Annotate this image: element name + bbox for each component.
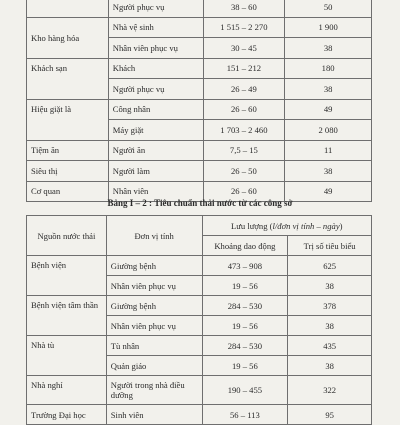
range-cell: 284 – 530 xyxy=(202,296,288,316)
typical-cell: 95 xyxy=(288,405,372,425)
unit-cell: Sinh viên xyxy=(106,405,202,425)
range-cell: 473 – 908 xyxy=(202,256,288,276)
header-flow-suffix: ) xyxy=(339,220,343,231)
table-row xyxy=(27,256,372,276)
group-cell: Tiệm ăn xyxy=(27,140,109,161)
table-row xyxy=(27,140,372,161)
unit-cell: Người phục vụ xyxy=(108,0,203,17)
range-cell: 1 515 – 2 270 xyxy=(203,17,285,38)
unit-cell: Khách xyxy=(108,58,203,79)
typical-cell: 38 xyxy=(285,79,372,100)
office-wastewater-table xyxy=(26,215,372,425)
header-source: Nguồn nước thải xyxy=(27,216,107,256)
typical-cell: 2 080 xyxy=(285,120,372,141)
range-cell: 26 – 50 xyxy=(203,161,285,182)
header-flow-prefix: Lưu lượng ( xyxy=(230,220,273,231)
typical-cell: 435 xyxy=(288,336,372,356)
unit-cell: Giường bệnh xyxy=(106,296,202,316)
group-cell: Kho hàng hóa xyxy=(27,17,109,58)
unit-cell: Nhân viên xyxy=(108,181,203,202)
range-cell: 19 – 56 xyxy=(202,276,288,296)
table-row xyxy=(27,17,372,38)
group-cell: Cơ quan xyxy=(27,181,109,202)
source-cell: Nhà tù xyxy=(27,336,107,376)
header-typical: Trị số tiêu biểu xyxy=(288,236,372,256)
group-cell: Siêu thị xyxy=(27,161,109,182)
range-cell: 19 – 56 xyxy=(202,316,288,336)
table-row xyxy=(27,336,372,356)
typical-cell: 180 xyxy=(285,58,372,79)
typical-cell: 38 xyxy=(288,316,372,336)
unit-cell: Nhân viên phục vụ xyxy=(106,276,202,296)
unit-cell: Người trong nhà điều dưỡng xyxy=(106,376,202,405)
typical-cell: 50 xyxy=(285,0,372,17)
unit-cell: Người ăn xyxy=(108,140,203,161)
range-cell: 26 – 60 xyxy=(203,181,285,202)
range-cell: 151 – 212 xyxy=(203,58,285,79)
unit-cell: Quản giáo xyxy=(106,356,202,376)
unit-cell: Công nhân xyxy=(108,99,203,120)
range-cell: 26 – 60 xyxy=(203,99,285,120)
unit-cell: Người phục vụ xyxy=(108,79,203,100)
typical-cell: 378 xyxy=(288,296,372,316)
unit-cell: Máy giặt xyxy=(108,120,203,141)
typical-cell: 38 xyxy=(285,38,372,59)
table-row xyxy=(27,376,372,405)
typical-cell: 49 xyxy=(285,99,372,120)
range-cell: 19 – 56 xyxy=(202,356,288,376)
header-range: Khoảng dao động xyxy=(202,236,288,256)
typical-cell: 1 900 xyxy=(285,17,372,38)
table-row xyxy=(27,405,372,425)
group-cell: Hiệu giặt là xyxy=(27,99,109,140)
unit-cell: Nhân viên phục vụ xyxy=(108,38,203,59)
range-cell: 30 – 45 xyxy=(203,38,285,59)
table-row xyxy=(27,58,372,79)
table-row xyxy=(27,0,372,17)
header-flow xyxy=(202,216,372,236)
range-cell: 56 – 113 xyxy=(202,405,288,425)
range-cell: 190 – 455 xyxy=(202,376,288,405)
typical-cell: 11 xyxy=(285,140,372,161)
table-caption: Bảng I – 2 : Tiêu chuẩn thải nước từ các công sở xyxy=(107,198,293,208)
unit-cell: Nhà vệ sinh xyxy=(108,17,203,38)
unit-cell: Tù nhân xyxy=(106,336,202,356)
source-cell: Bệnh viện tâm thần xyxy=(27,296,107,336)
typical-cell: 322 xyxy=(288,376,372,405)
unit-cell: Người làm xyxy=(108,161,203,182)
unit-cell: Nhân viên phục vụ xyxy=(106,316,202,336)
range-cell: 1 703 – 2 460 xyxy=(203,120,285,141)
table-row xyxy=(27,296,372,316)
table-row xyxy=(27,161,372,182)
range-cell: 26 – 49 xyxy=(203,79,285,100)
range-cell: 284 – 530 xyxy=(202,336,288,356)
range-cell: 38 – 60 xyxy=(203,0,285,17)
group-cell xyxy=(27,0,109,17)
typical-cell: 38 xyxy=(288,356,372,376)
unit-cell: Giường bệnh xyxy=(106,256,202,276)
typical-cell: 38 xyxy=(288,276,372,296)
range-cell: 7,5 – 15 xyxy=(203,140,285,161)
typical-cell: 38 xyxy=(285,161,372,182)
table-row xyxy=(27,99,372,120)
water-standard-table-top xyxy=(26,0,372,202)
typical-cell: 49 xyxy=(285,181,372,202)
header-row xyxy=(27,216,372,236)
header-flow-unit: l/đơn vị tính – ngày xyxy=(272,220,340,231)
source-cell: Nhà nghỉ xyxy=(27,376,107,405)
typical-cell: 625 xyxy=(288,256,372,276)
group-cell: Khách sạn xyxy=(27,58,109,99)
source-cell: Trường Đại học xyxy=(27,405,107,425)
source-cell: Bệnh viện xyxy=(27,256,107,296)
header-unit: Đơn vị tính xyxy=(106,216,202,256)
